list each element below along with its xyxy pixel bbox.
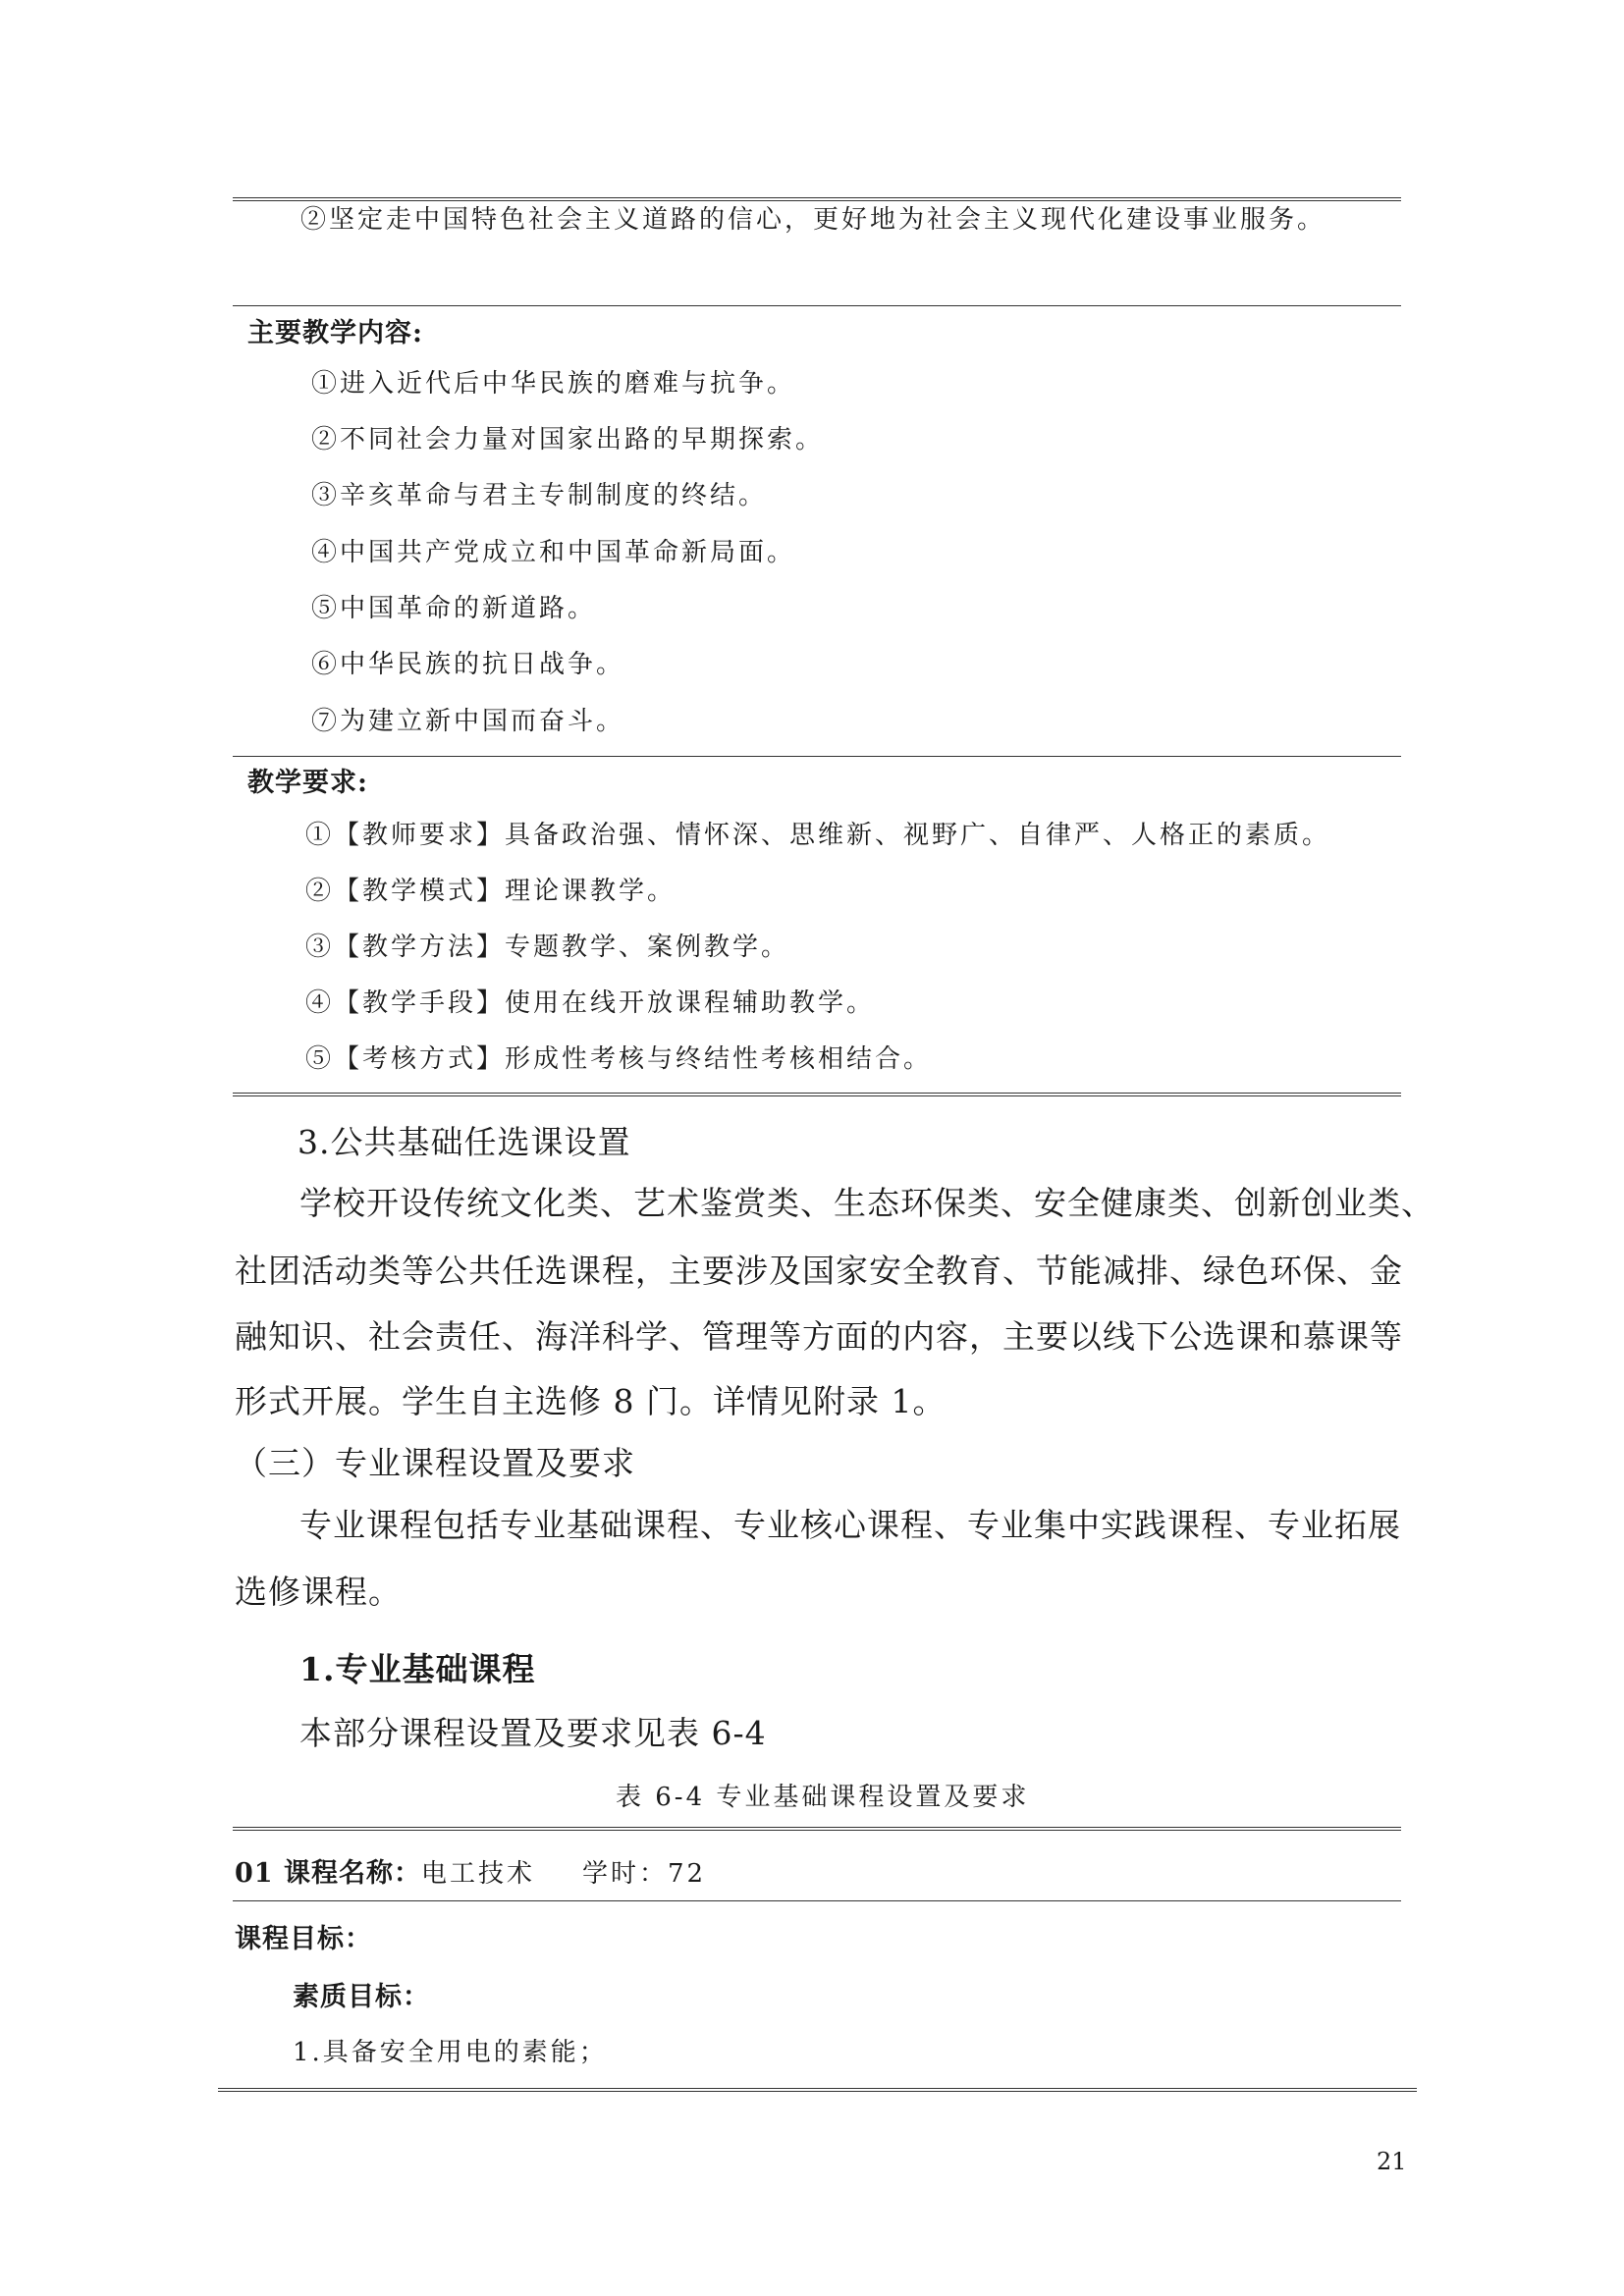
list-item: ③【教学方法】专题教学、案例教学。 — [305, 933, 790, 962]
section-heading: 3.公共基础任选课设置 — [298, 1123, 631, 1161]
list-item: ②【教学模式】理论课教学。 — [305, 877, 677, 906]
table-bottom-rule — [218, 2088, 1417, 2092]
page-number: 21 — [1377, 2148, 1407, 2175]
list-item: ⑦为建立新中国而奋斗。 — [311, 707, 625, 736]
paragraph-line: 专业课程包括专业基础课程、专业核心课程、专业集中实践课程、专业拓展 — [299, 1506, 1401, 1544]
list-item: ④中国共产党成立和中国革命新局面。 — [311, 538, 796, 567]
section-heading: （三）专业课程设置及要求 — [235, 1444, 635, 1482]
list-item: ①进入近代后中华民族的磨难与抗争。 — [311, 369, 796, 399]
list-item: ②不同社会力量对国家出路的早期探索。 — [311, 425, 825, 454]
hours-label: 学时： — [582, 1859, 669, 1889]
goals-label: 课程目标： — [235, 1924, 372, 1954]
list-item: ④【教学手段】使用在线开放课程辅助教学。 — [305, 988, 876, 1018]
table-caption: 表 6-4 专业基础课程设置及要求 — [616, 1783, 1030, 1812]
hours-value: 72 — [668, 1859, 707, 1889]
subsection-text: 本部分课程设置及要求见表 6-4 — [299, 1714, 767, 1752]
course-name: 电工技术 — [420, 1859, 535, 1889]
content-label: 主要教学内容: — [247, 318, 423, 348]
paragraph-line: 选修课程。 — [235, 1573, 402, 1611]
list-item: ⑥中华民族的抗日战争。 — [311, 650, 625, 679]
paragraph-line: 学校开设传统文化类、艺术鉴赏类、生态环保类、安全健康类、创新创业类、 — [299, 1184, 1435, 1222]
table-bottom-rule — [233, 1093, 1401, 1096]
table-item-text: ②坚定走中国特色社会主义道路的信心，更好地为社会主义现代化建设事业服务。 — [300, 205, 1326, 235]
paragraph-line: 融知识、社会责任、海洋科学、管理等方面的内容，主要以线下公选课和慕课等 — [235, 1317, 1403, 1356]
table-row-divider — [233, 756, 1401, 757]
list-item: 1.具备安全用电的素能； — [293, 2038, 608, 2067]
paragraph-line: 社团活动类等公共任选课程，主要涉及国家安全教育、节能减排、绿色环保、金 — [235, 1252, 1403, 1290]
list-item: ③辛亥革命与君主专制制度的终结。 — [311, 481, 768, 510]
table-top-rule — [233, 1827, 1401, 1831]
table-row-divider — [233, 305, 1401, 306]
quality-goals-label: 素质目标： — [293, 1982, 430, 2012]
list-item: ⑤中国革命的新道路。 — [311, 594, 597, 623]
list-item: ⑤【考核方式】形成性考核与终结性考核相结合。 — [305, 1044, 933, 1074]
list-item: ①【教师要求】具备政治强、情怀深、思维新、视野广、自律严、人格正的素质。 — [305, 821, 1331, 850]
requirements-label: 教学要求: — [247, 768, 368, 798]
table-row-divider — [233, 1900, 1401, 1901]
course-name-label: 01 课程名称： — [235, 1858, 421, 1889]
paragraph-line: 形式开展。学生自主选修 8 门。详情见附录 1。 — [235, 1382, 947, 1420]
course-row — [235, 1851, 706, 1890]
subsection-heading: 1.专业基础课程 — [299, 1650, 536, 1688]
